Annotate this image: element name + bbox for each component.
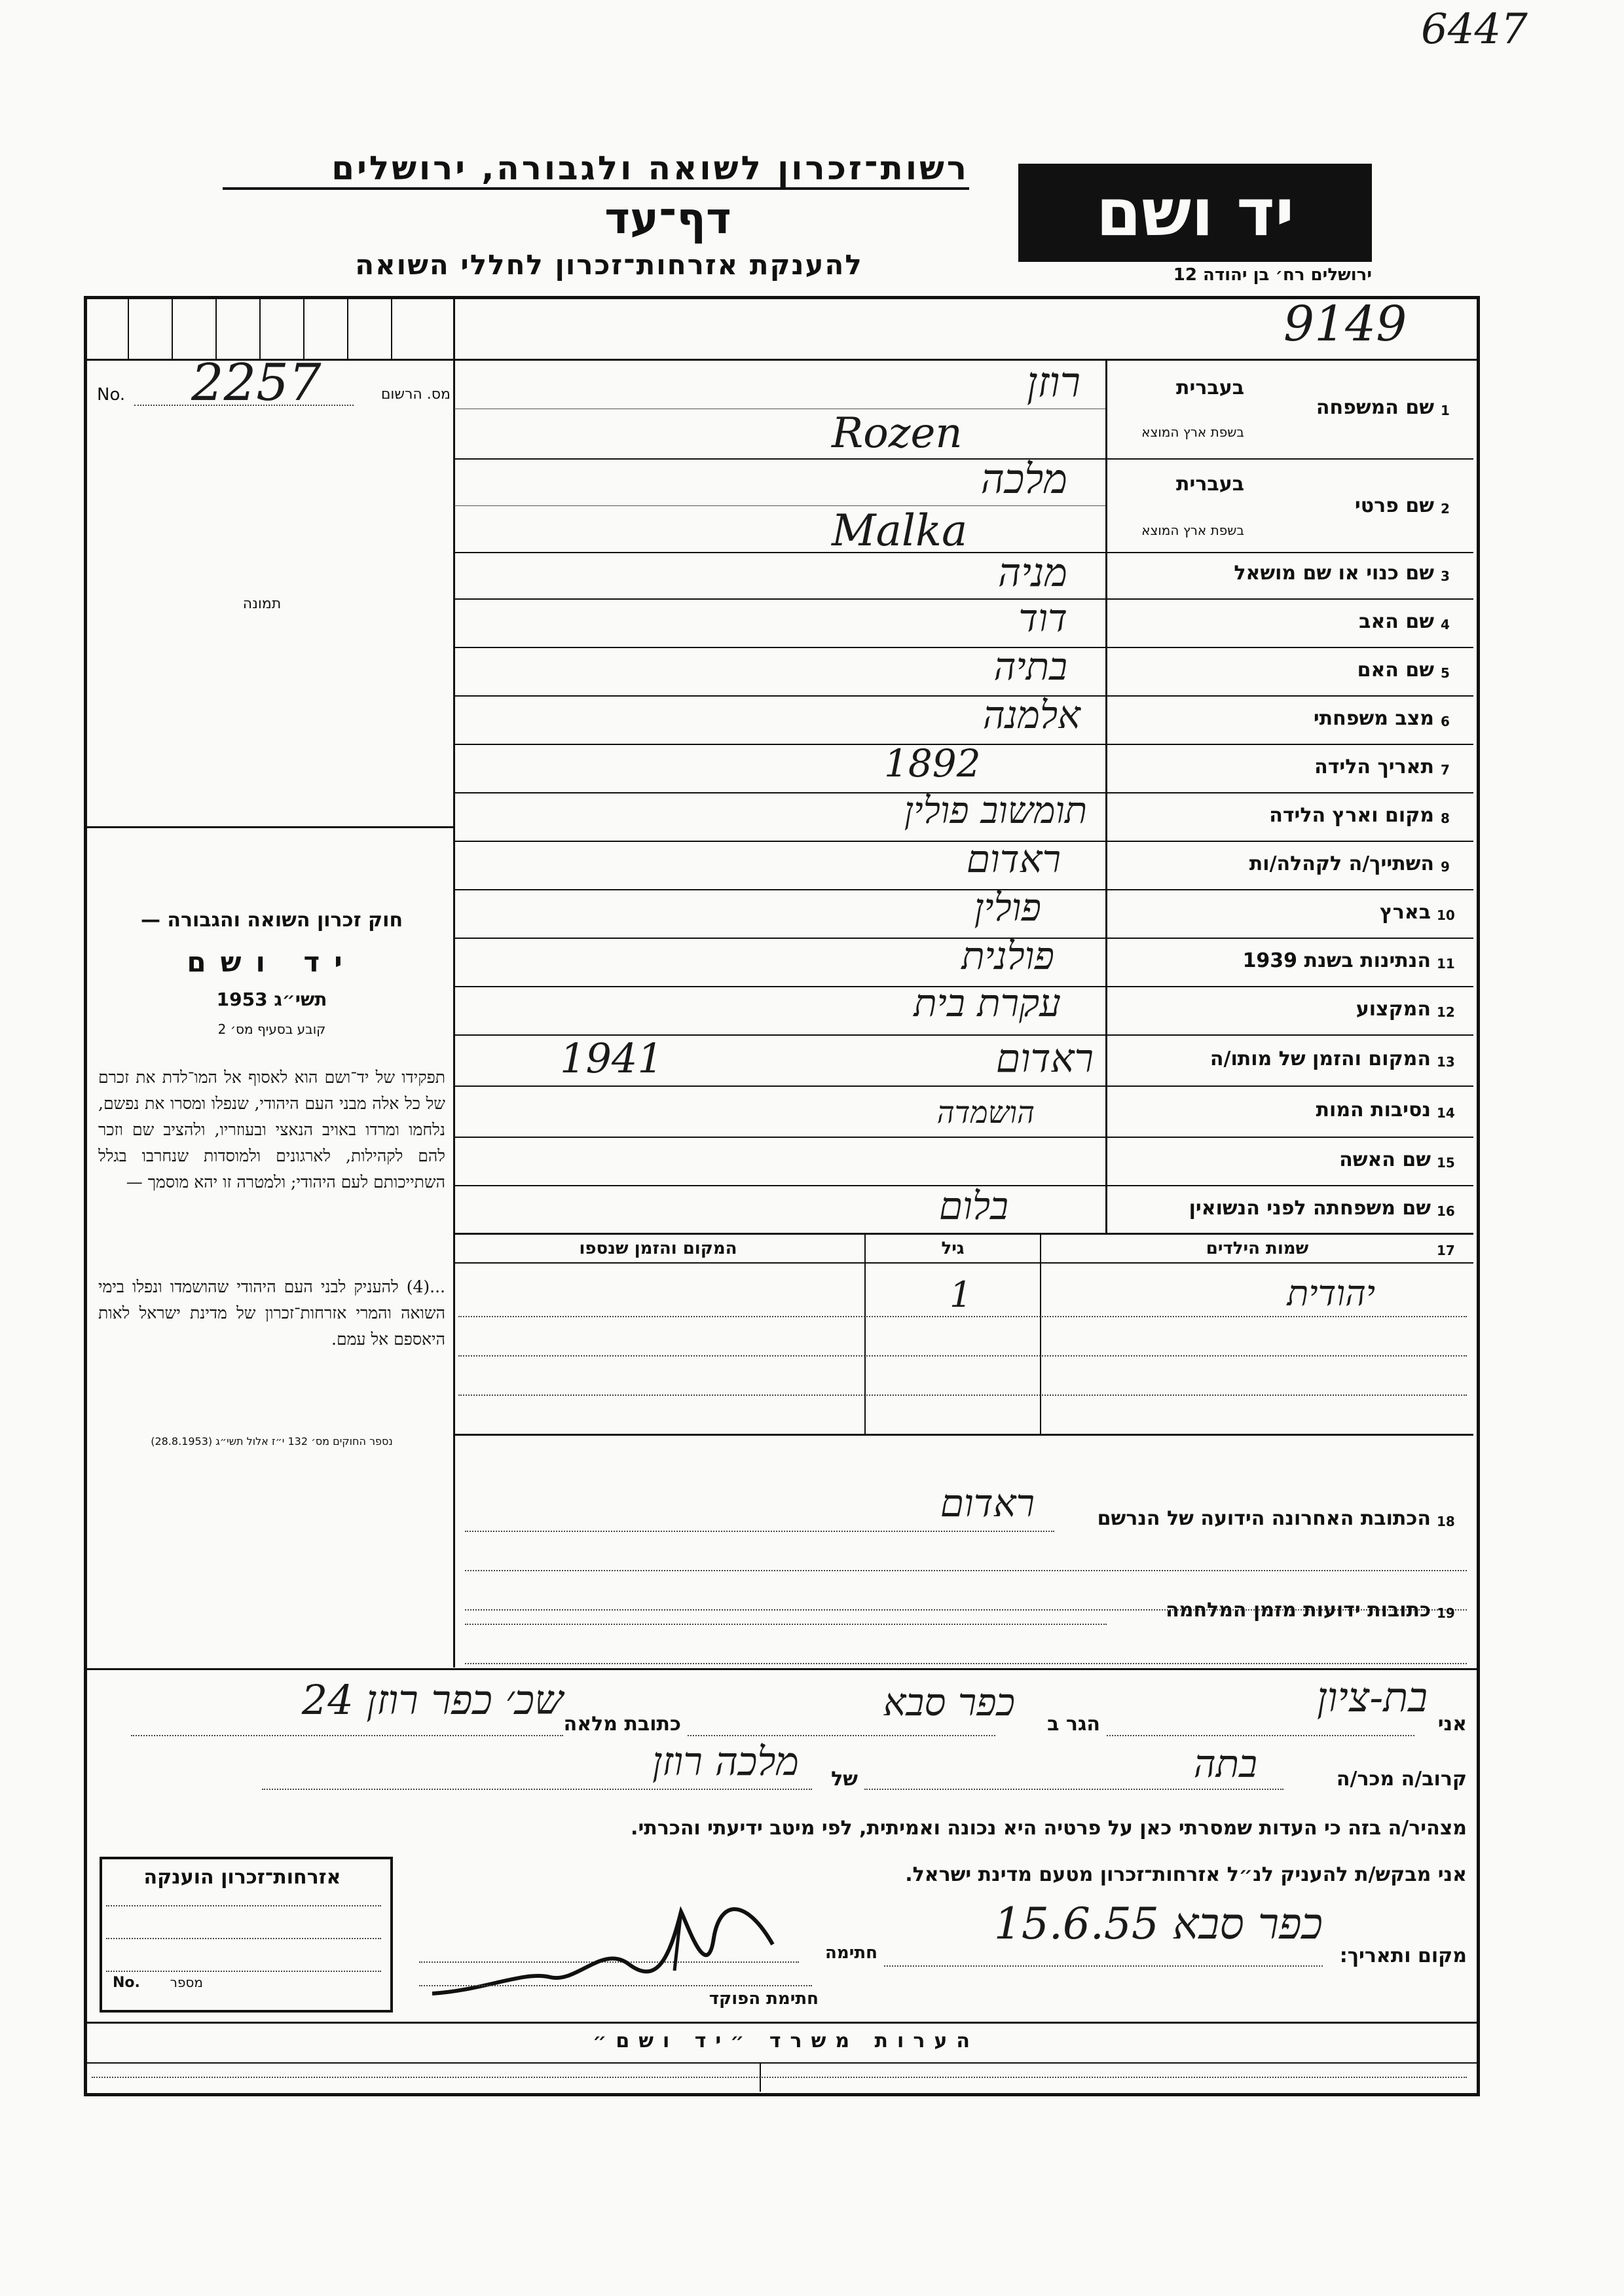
row-2-label: שם פרטי [1354, 494, 1434, 517]
row-3-label: שם כנוי או שם מושאל [1234, 562, 1434, 585]
place-date-value: כפר סבא 15.6.55 [993, 1899, 1323, 1949]
form-title: דף־עד [604, 193, 731, 244]
row-7-value: 1892 [884, 741, 981, 786]
declarant-city: כפר סבא [883, 1680, 1015, 1724]
declaration-prefix: אני [1437, 1713, 1467, 1736]
row-5-number: 5 [1441, 665, 1450, 681]
registration-label: מס. הרשום [380, 386, 451, 403]
row-10-number: 10 [1437, 907, 1455, 923]
top-handwritten-number: 9149 [1283, 296, 1407, 352]
row-12-label: המקצוע [1356, 998, 1431, 1021]
row-5-value: בתיה [993, 644, 1067, 689]
row-6-value: אלמנה [982, 693, 1080, 737]
row-17-number: 17 [1437, 1243, 1455, 1258]
declaration-address-label: כתובת מלאה [563, 1713, 681, 1736]
row-8-label: מקום וארץ הלידה [1269, 804, 1434, 827]
registration-number: 2257 [191, 354, 322, 412]
relative-value: בתה [1193, 1741, 1257, 1786]
row-16-label: שם משפחתה לפני הנשואין [1189, 1197, 1431, 1220]
law-year: תשי״ג 1953 [216, 989, 327, 1010]
row-6-number: 6 [1441, 714, 1450, 729]
row-3-value: מניה [998, 550, 1067, 596]
row-3-number: 3 [1441, 568, 1450, 584]
place-date-label: מקום ותאריך: [1339, 1944, 1467, 1967]
row-19-number: 19 [1437, 1605, 1455, 1621]
law-title: חוק זכרון השואה והגבורה — [140, 909, 403, 932]
law-clause-4: ...(4) להעניק לבני העם היהודי שהושמדו ונפלו בימי השואה והמרי אזרחות־זכרון של מדינת ישראל לאות היאספם אל עמם. [98, 1277, 445, 1349]
office-notes-title: הערות משרד ״יד ושם״ [593, 2030, 979, 2052]
row-4-value: דוד [1018, 596, 1067, 640]
row-11-number: 11 [1437, 956, 1455, 972]
row-4-label: שם האב [1359, 610, 1434, 633]
row-9-label: השתייך/ה לקהלה/ות [1249, 852, 1434, 875]
row-16-value: בלום [938, 1184, 1008, 1228]
child-1-age: 1 [950, 1274, 972, 1315]
row-10-label: בארץ [1379, 901, 1431, 924]
row-1-sub-origin: בשפת ארץ המוצא [1141, 424, 1244, 440]
row-11-label: הנתינות בשנת 1939 [1242, 949, 1431, 972]
row-12-number: 12 [1437, 1004, 1455, 1020]
row-13-year: 1941 [560, 1034, 663, 1082]
row-19-label: כתובות ידועות מזמן המלחמה [1166, 1599, 1431, 1622]
relative-label: קרוב/ה מכר/ה [1336, 1768, 1467, 1791]
row-18-label: הכתובת האחרונה הידועה של הנרשם [1097, 1507, 1431, 1530]
row-2-sub-origin: בשפת ארץ המוצא [1141, 522, 1244, 538]
declarant-address: שכ׳ כפר רוזן 24 [301, 1676, 563, 1724]
row-8-number: 8 [1441, 811, 1450, 826]
declarant-name: בת-ציון [1316, 1673, 1428, 1721]
row-2-number: 2 [1441, 501, 1450, 517]
row-2-value-latin: Malka [832, 505, 968, 556]
row-7-number: 7 [1441, 762, 1450, 778]
row-1-value-latin: Rozen [832, 409, 963, 458]
form-subtitle: להענקת אזרחות־זכרון לחללי השואה [355, 249, 863, 281]
law-clause: קובע בסעיף מס׳ 2 [217, 1021, 326, 1037]
row-2-value: מלכה [980, 455, 1067, 503]
law-name: יד ושם [187, 946, 357, 978]
yad-vashem-logo: יד ושם [1018, 164, 1372, 262]
row-8-value: תומשוב פולין [904, 790, 1087, 832]
officer-signature-label: חתימת הפוקד [709, 1989, 819, 2009]
row-13-number: 13 [1437, 1054, 1455, 1070]
signature-label: חתימה [825, 1943, 877, 1963]
row-6-label: מצב משפחתי [1313, 707, 1434, 730]
row-14-value: הושמדה [936, 1095, 1035, 1130]
row-12-value: עקרת בית [913, 981, 1061, 1025]
of-label: של [831, 1768, 858, 1791]
stamp-box-title: אזרחות־זכרון הוענקה [143, 1866, 341, 1889]
row-10-value: פולין [974, 885, 1041, 930]
stamp-box-number-label: מספר [170, 1975, 203, 1990]
row-15-label: שם האשה [1339, 1148, 1431, 1171]
declaration-statement: מצהיר/ה בזה כי העדות שמסרתי כאן על פרטיה היא נכונה ואמיתית, לפי מיטב ידיעתי והכרתי. [631, 1817, 1467, 1840]
row-13-value: ראדום [995, 1036, 1094, 1082]
registration-no-label: No. [97, 385, 126, 405]
row-16-number: 16 [1437, 1203, 1455, 1219]
declaration-lives-label: הגר ב [1047, 1713, 1100, 1736]
law-footnote: נספר החוקים מס׳ 132 י״ז אלול תשי״ג (28.8.1953) [151, 1435, 393, 1448]
row-13-label: המקום והזמן של מותו/ה [1209, 1048, 1431, 1070]
row-7-label: תאריך הלידה [1314, 756, 1434, 778]
row-11-value: פולנית [961, 934, 1054, 978]
row-9-value: ראדום [966, 837, 1061, 881]
row-4-number: 4 [1441, 617, 1450, 632]
authority-title: רשות־זכרון לשואה ולגבורה, ירושלים [223, 149, 969, 190]
row-14-number: 14 [1437, 1105, 1455, 1121]
row-1-number: 1 [1441, 403, 1450, 418]
of-value: מלכה רוזן [652, 1739, 799, 1785]
row-15-number: 15 [1437, 1155, 1455, 1171]
children-age-header: גיל [941, 1239, 965, 1258]
children-place-header: המקום והזמן שנספו [579, 1239, 737, 1258]
header-address: ירושלים רח׳ בן יהודה 12 [1173, 265, 1372, 285]
row-2-sub-hebrew: בעברית [1176, 473, 1244, 496]
row-1-sub-hebrew: בעברית [1176, 376, 1244, 399]
row-14-label: נסיבות המות [1316, 1099, 1431, 1121]
row-18-value: ראדום [940, 1481, 1035, 1525]
row-18-number: 18 [1437, 1514, 1455, 1529]
corner-number: 6447 [1421, 5, 1528, 54]
row-1-value: רוזן [1027, 359, 1080, 407]
children-names-header: שמות הילדים [1206, 1239, 1309, 1258]
law-body: תפקידו של יד־ושם הוא לאסוף אל המו־לדת את זכרם של כל אלה מבני העם היהודי, שנפלו ומסרו את נפשם, נלחמו ומרדו באויב הנאצי ובעוזריו, ולהציב שם וזכר להם לקהילות, לארגונים ולמוסדות שנחרבו בגלל השתייכותם לעם היהודי; ולמטרה זו יהא מוסמך — [98, 1068, 445, 1192]
row-1-label: שם המשפחה [1316, 396, 1434, 419]
photo-label: תמונה [242, 596, 282, 612]
row-9-number: 9 [1441, 859, 1450, 875]
declaration-request: אני מבקש/ת להעניק לנ״ל אזרחות־זכרון מטעם מדינת ישראל. [905, 1863, 1467, 1886]
row-5-label: שם האם [1357, 659, 1434, 682]
child-1-name: יהודית [1287, 1273, 1375, 1314]
stamp-box-no: No. [113, 1975, 140, 1991]
